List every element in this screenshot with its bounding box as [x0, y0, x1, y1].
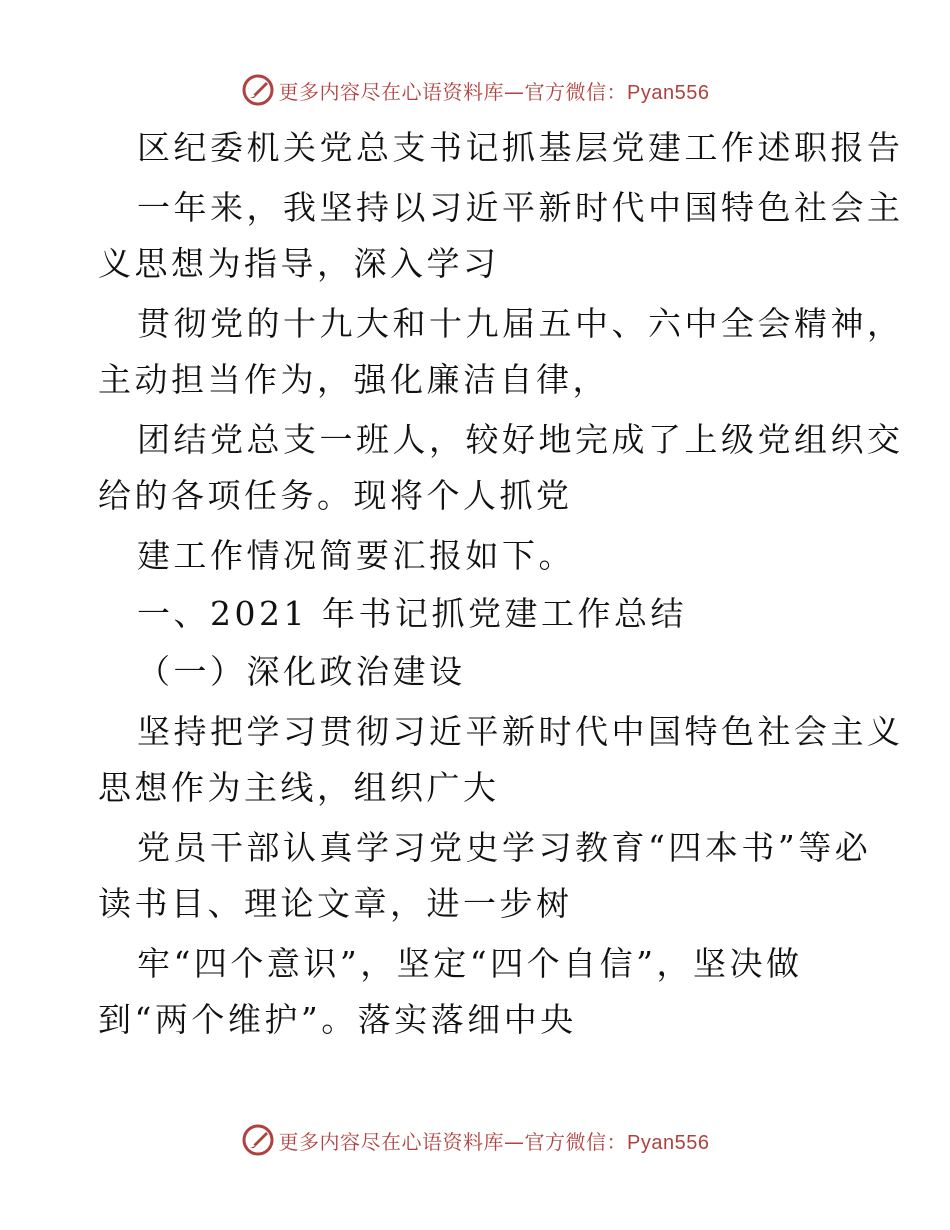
document-title: 区纪委机关党总支书记抓基层党建工作述职报告 — [137, 128, 904, 167]
paragraph-line: 贯彻党的十九大和十九届五中、六中全会精神， — [137, 304, 904, 343]
header-watermark — [0, 70, 950, 110]
quill-seal-icon — [241, 1123, 275, 1157]
paragraph-line: 坚持把学习贯彻习近平新时代中国特色社会主义 — [137, 712, 904, 751]
paragraph-line: 思想作为主线，组织广大 — [98, 768, 500, 807]
paragraph-line: 到“两个维护”。落实落细中央 — [98, 1000, 577, 1039]
section-heading: 一、2021 年书记抓党建工作总结 — [137, 594, 687, 633]
watermark-wechat-id: Pyan556 — [627, 1131, 710, 1154]
watermark-text: 更多内容尽在心语资料库—官方微信： — [278, 79, 628, 104]
footer-watermark — [0, 1120, 950, 1160]
paragraph-line: 给的各项任务。现将个人抓党 — [98, 476, 573, 515]
paragraph-line: 主动担当作为，强化廉洁自律， — [98, 360, 609, 399]
watermark-wechat-id: Pyan556 — [627, 81, 710, 104]
paragraph-line: 牢“四个意识”，坚定“四个自信”，坚决做 — [137, 944, 803, 983]
paragraph-line: 读书目、理论文章，进一步树 — [98, 884, 573, 923]
paragraph-line: 团结党总支一班人，较好地完成了上级党组织交 — [137, 420, 904, 459]
paragraph-line: 义思想为指导，深入学习 — [98, 244, 500, 283]
paragraph-line: 党员干部认真学习党史学习教育“四本书”等必 — [137, 828, 872, 867]
quill-seal-icon — [241, 73, 275, 107]
paragraph-line: 建工作情况简要汇报如下。 — [137, 536, 575, 575]
watermark-text: 更多内容尽在心语资料库—官方微信： — [278, 1129, 628, 1154]
paragraph-line: 一年来，我坚持以习近平新时代中国特色社会主 — [137, 188, 904, 227]
subsection-heading: （一）深化政治建设 — [137, 652, 466, 691]
